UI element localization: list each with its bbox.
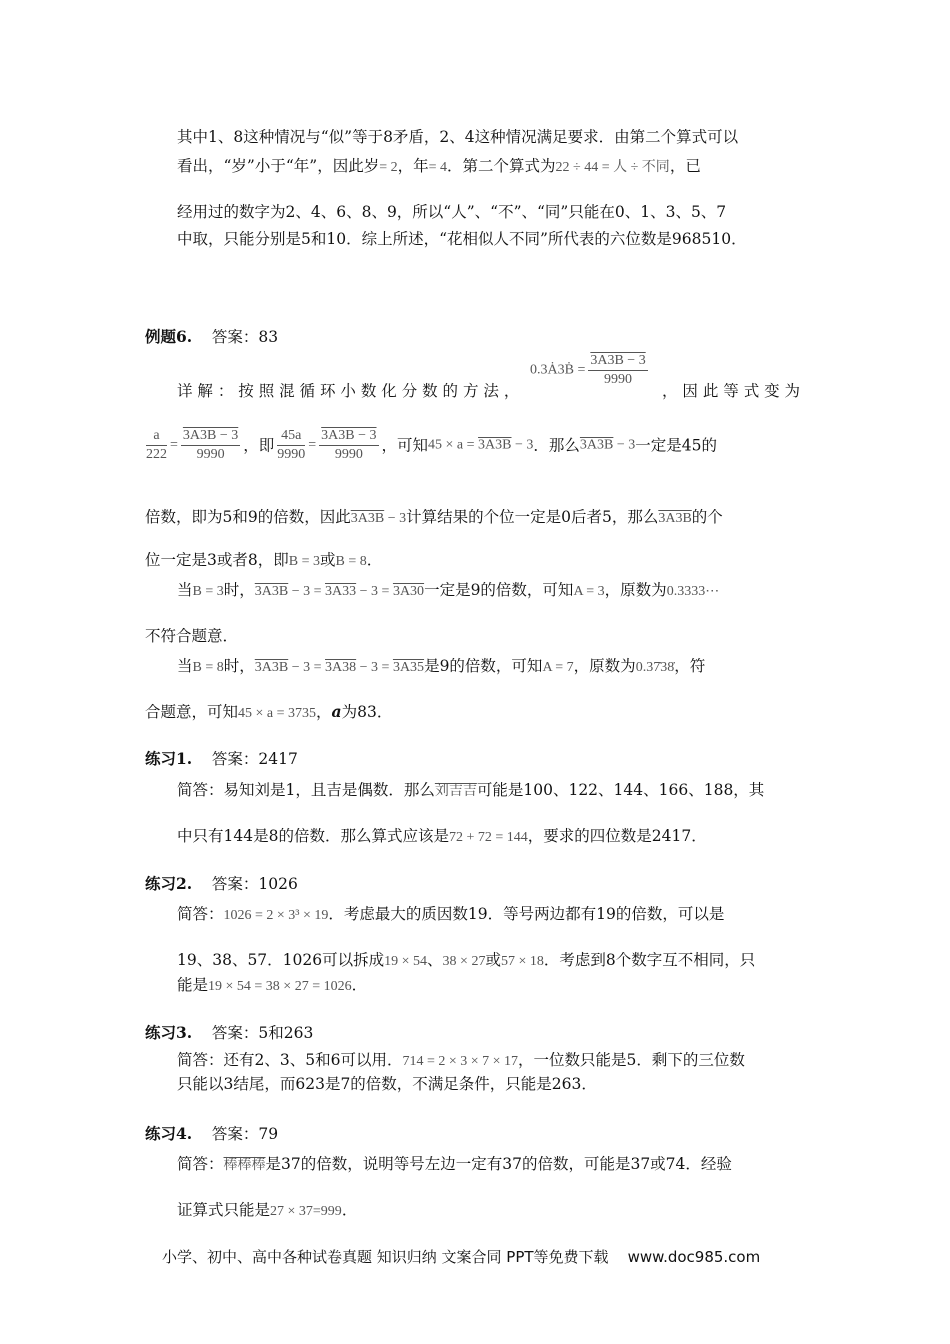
math-part: − 3 [384, 511, 407, 526]
intro-line-1: 其中1、8这种情况与“似”等于8矛盾，2、4这种情况满足要求．由第二个算式可以 [177, 128, 739, 146]
intro-line-3: 经用过的数字为2、4、6、8、9，所以“人”、“不”、“同”只能在0、1、3、5、7 [177, 203, 727, 221]
text: 一定是45的 [635, 436, 718, 455]
math-expression [255, 584, 424, 599]
footer [162, 1247, 760, 1267]
practice-4-line-2 [177, 1200, 357, 1222]
math-expression: A = 7 [542, 660, 574, 675]
math-overline: 3A35 [392, 660, 425, 675]
math-expression: 45 × a = 3735 [238, 706, 317, 721]
text: 或 [485, 951, 501, 969]
text: ，一位数只能是5．剩下的三位数 [518, 1051, 745, 1069]
text: ． [341, 1201, 358, 1219]
math-expression: 0.37̇38̇ [635, 660, 675, 675]
math-expression: 22 ÷ 44 = 人 ÷ 不同 [555, 160, 670, 175]
ex6-line-1a: 详 解 ： 按 照 混 循 环 小 数 化 分 数 的 方 法 ， [177, 382, 520, 400]
practice-2-line-3 [177, 975, 367, 997]
text: ，要求的四位数是2417． [527, 827, 707, 845]
math-part: − 3 [511, 437, 534, 453]
fraction [588, 352, 647, 389]
text: 为83． [341, 703, 393, 721]
math-part: 45 × a = [428, 437, 479, 453]
text: ，原数为 [573, 657, 636, 675]
text: 的个 [691, 508, 723, 526]
text: ，符 [674, 657, 706, 675]
math-overline: 3A3B [254, 660, 289, 675]
text: 时， [223, 657, 255, 675]
practice-label: 练习2. [145, 874, 193, 893]
fraction [277, 427, 305, 464]
math-part: − 3 = [288, 660, 326, 675]
fraction-denominator: 9990 [196, 447, 225, 462]
text: 证算式只能是 [177, 1201, 271, 1219]
answer: 答案：83 [211, 328, 279, 346]
equals-sign: = [170, 437, 178, 453]
fraction-denominator: 222 [146, 447, 167, 462]
fraction-denominator: 9990 [277, 447, 306, 462]
fraction-numerator: a [146, 427, 167, 446]
ex6-line-2 [143, 427, 717, 464]
math-overline: 棒棒棒 [223, 1158, 266, 1173]
text: ， [316, 703, 332, 721]
fraction-denominator: 9990 [334, 447, 363, 462]
answer: 答案：79 [211, 1125, 279, 1143]
practice-1-line-2 [177, 826, 707, 848]
text: 19、38、57．1026可以拆成 [177, 951, 385, 969]
math-expression: B = 8 [192, 660, 224, 675]
text: ，年 [397, 157, 429, 175]
math-part: − 3 = [356, 660, 393, 675]
math-expression: = 2 [379, 160, 398, 175]
ex6-line-5 [177, 580, 719, 602]
text: ，已 [669, 157, 701, 175]
text: 简答：易知刘是1，且吉是偶数．那么 [177, 781, 435, 799]
math-expression: B = 8 [335, 554, 367, 569]
math-part: − 3 = [356, 584, 393, 599]
text: ，原数为 [604, 581, 667, 599]
math-expression [351, 511, 406, 526]
text: 简答： [177, 1155, 224, 1173]
math-expression: B = 3 [192, 584, 224, 599]
text: 看出，“岁”小于“年”，因此岁 [177, 157, 380, 175]
practice-3-line-2: 只能以3结尾，而623是7的倍数，不满足条件，只能是263． [177, 1075, 597, 1093]
text: ，可知 [381, 436, 429, 455]
math-expression: 57 × 18 [500, 954, 544, 969]
text: 当 [177, 581, 193, 599]
math-expression: 27 × 37=999 [270, 1204, 342, 1219]
practice-label: 练习3. [145, 1023, 193, 1042]
math-expression: 0.3333⋯ [666, 584, 720, 599]
fraction-numerator: 3A3B − 3 [588, 352, 647, 371]
math-overline: 3A38 [325, 660, 357, 675]
math-overline: 3A3B [350, 511, 385, 526]
equals-sign: = [308, 437, 317, 453]
text: ．第二个算式为 [447, 157, 556, 175]
text: 是9的倍数，可知 [424, 657, 543, 675]
practice-4-line-1 [177, 1154, 732, 1176]
text: 是37的倍数，说明等号左边一定有37的倍数，可能是37或74．经验 [265, 1155, 732, 1173]
fraction [181, 427, 240, 464]
ex6-line-1b: ， 因 此 等 式 变 为 [662, 382, 801, 400]
math-overline: 3A3B [579, 437, 614, 453]
math-expression: = 4 [428, 160, 448, 175]
math-overline: 3A3B [658, 511, 692, 526]
ex6-line-1-math [530, 352, 651, 389]
variable: a [331, 702, 342, 721]
math-expression [255, 660, 424, 675]
practice-1-header [145, 749, 298, 769]
math-part: − 3 [613, 437, 636, 453]
text: 简答： [177, 905, 224, 923]
practice-1-line-1 [177, 780, 764, 802]
math-part: − 3 = [288, 584, 326, 599]
math-expression [580, 438, 635, 453]
fraction [146, 427, 167, 464]
text: 能是 [177, 976, 209, 994]
example-6-header [145, 327, 278, 347]
fraction-numerator: 3A3B − 3 [319, 427, 378, 446]
ex6-line-4 [145, 550, 382, 572]
text: ． [351, 976, 368, 994]
math-overline: 3A3B [254, 584, 289, 599]
text: 一定是9的倍数，可知 [424, 581, 574, 599]
text: 合题意，可知 [145, 703, 239, 721]
text: ．考虑到8个数字互不相同，只 [543, 951, 756, 969]
text: 简答：还有2、3、5和6可以用． [177, 1051, 403, 1069]
practice-2-header [145, 874, 298, 894]
math-expression: 714 = 2 × 3 × 7 × 17 [402, 1054, 519, 1069]
math-expression: B = 3 [288, 554, 320, 569]
text: ． [366, 551, 383, 569]
math-expression: 19 × 54 [384, 954, 428, 969]
math-expression: 38 × 27 [442, 954, 486, 969]
text: ．那么 [533, 436, 580, 455]
fraction-numerator: 3A3B − 3 [181, 427, 240, 446]
text: 当 [177, 657, 193, 675]
text: 或 [319, 551, 336, 569]
math-expression [428, 438, 533, 453]
intro-line-2 [177, 156, 701, 178]
fraction [319, 427, 378, 464]
text: 位一定是3或者8，即 [145, 551, 289, 569]
ex6-line-6: 不符合题意． [145, 627, 239, 645]
intro-line-4: 中取，只能分别是5和10．综上所述，“花相似人不同”所代表的六位数是968510． [177, 230, 747, 248]
example-label: 例题6. [145, 327, 193, 346]
text: 时， [223, 581, 255, 599]
math-overline: 刘吉吉 [434, 784, 477, 799]
answer: 答案：2417 [211, 750, 298, 768]
math-overline: 3A33 [325, 584, 357, 599]
text: 中只有144是8的倍数．那么算式应该是 [177, 827, 449, 845]
math-expression: 19 × 54 = 38 × 27 = 1026 [208, 979, 352, 994]
answer: 答案：5和263 [211, 1024, 314, 1042]
fraction-numerator: 45a [277, 427, 305, 446]
practice-4-header [145, 1124, 278, 1144]
text: 、 [427, 951, 443, 969]
answer: 答案：1026 [211, 875, 298, 893]
ex6-line-8 [145, 702, 392, 724]
practice-label: 练习4. [145, 1124, 193, 1143]
text: 计算结果的个位一定是0后者5，那么 [406, 508, 659, 526]
text: 倍数，即为5和9的倍数，因此 [145, 508, 351, 526]
practice-label: 练习1. [145, 749, 193, 768]
math-overline: 3A30 [392, 584, 425, 599]
fraction-denominator: 9990 [604, 372, 633, 387]
practice-3-header [145, 1023, 313, 1043]
ex6-line-3 [145, 507, 723, 529]
footer-url[interactable]: www.doc985.com [627, 1248, 761, 1266]
practice-2-line-2 [177, 950, 755, 972]
text: ，即 [243, 436, 275, 455]
practice-2-line-1 [177, 904, 724, 926]
math-expression: A = 3 [573, 584, 605, 599]
text: 可能是100、122、144、166、188，其 [476, 781, 765, 799]
footer-text: 小学、初中、高中各种试卷真题 知识归纳 文案合同 PPT等免费下载 [162, 1248, 609, 1266]
math-overline: 3A3B [478, 437, 512, 453]
math-expression: 72 + 72 = 144 [448, 830, 528, 845]
ex6-line-7 [177, 656, 705, 678]
text: ．考虑最大的质因数19．等号两边都有19的倍数，可以是 [328, 905, 725, 923]
math-expression: 1026 = 2 × 3³ × 19 [223, 908, 329, 923]
practice-3-line-1 [177, 1050, 745, 1072]
repeating-decimal: 0.3Ȧ3Ḃ = [530, 362, 586, 378]
